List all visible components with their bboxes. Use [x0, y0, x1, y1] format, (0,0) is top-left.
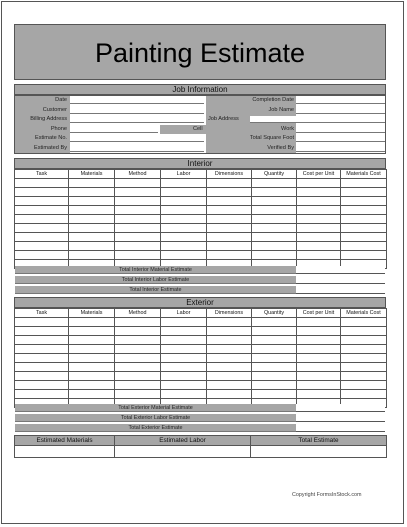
exterior-total-estimate-field[interactable]	[296, 424, 385, 432]
work-field[interactable]	[296, 126, 385, 133]
interior-total-estimate-label: Total Interior Estimate	[15, 286, 296, 294]
exterior-table-cell[interactable]	[297, 372, 341, 381]
estimate-no-field[interactable]	[70, 135, 204, 142]
interior-table-cell[interactable]	[252, 206, 297, 215]
exterior-table-cell[interactable]	[297, 363, 341, 372]
exterior-table-cell[interactable]	[15, 363, 69, 372]
interior-table-cell[interactable]	[115, 206, 161, 215]
exterior-table-cell[interactable]	[161, 336, 207, 345]
exterior-table-cell[interactable]	[252, 363, 297, 372]
interior-table-cell[interactable]	[252, 188, 297, 197]
exterior-table-cell[interactable]	[15, 336, 69, 345]
interior-table-row	[15, 206, 387, 215]
exterior-table-cell[interactable]	[161, 372, 207, 381]
interior-table-cell[interactable]	[161, 224, 207, 233]
interior-table-cell[interactable]	[341, 179, 387, 188]
exterior-table-cell[interactable]	[69, 390, 115, 399]
exterior-table-cell[interactable]	[115, 363, 161, 372]
exterior-table-cell[interactable]	[69, 327, 115, 336]
interior-table-cell[interactable]	[297, 233, 341, 242]
interior-total-estimate-field[interactable]	[296, 286, 385, 294]
exterior-col-materials: Materials	[69, 309, 115, 318]
interior-col-method: Method	[115, 170, 161, 179]
exterior-labor-estimate-field[interactable]	[296, 414, 385, 422]
interior-table-cell[interactable]	[115, 233, 161, 242]
interior-table-cell[interactable]	[341, 242, 387, 251]
exterior-table-row	[15, 318, 387, 327]
exterior-table-cell[interactable]	[115, 354, 161, 363]
exterior-table	[14, 308, 387, 408]
totals-header-row	[15, 436, 387, 446]
interior-table-cell[interactable]	[161, 197, 207, 206]
completion-date-field[interactable]	[296, 97, 385, 104]
interior-table-cell[interactable]	[252, 197, 297, 206]
exterior-table-cell[interactable]	[15, 354, 69, 363]
work-label: Work	[281, 126, 294, 132]
exterior-table-cell[interactable]	[341, 390, 387, 399]
interior-table-cell[interactable]	[252, 224, 297, 233]
interior-col-cost-per-unit: Cost per Unit	[297, 170, 341, 179]
exterior-material-estimate-field[interactable]	[296, 404, 385, 412]
exterior-table-row	[15, 336, 387, 345]
exterior-table-cell[interactable]	[115, 336, 161, 345]
interior-table-row	[15, 215, 387, 224]
exterior-table-cell[interactable]	[161, 318, 207, 327]
exterior-table-cell[interactable]	[15, 372, 69, 381]
exterior-table-cell[interactable]	[161, 363, 207, 372]
exterior-table-cell[interactable]	[341, 363, 387, 372]
exterior-table-cell[interactable]	[252, 372, 297, 381]
exterior-table-cell[interactable]	[297, 381, 341, 390]
exterior-table-cell[interactable]	[161, 381, 207, 390]
interior-col-dimensions: Dimensions	[207, 170, 252, 179]
interior-table-cell[interactable]	[161, 179, 207, 188]
job-address-field[interactable]	[250, 116, 385, 123]
interior-table-cell[interactable]	[69, 224, 115, 233]
interior-table-cell[interactable]	[15, 206, 69, 215]
interior-table-cell[interactable]	[69, 206, 115, 215]
job-address-label: Job Address	[208, 116, 239, 122]
interior-table-cell[interactable]	[341, 197, 387, 206]
interior-table-cell[interactable]	[161, 251, 207, 260]
exterior-table-cell[interactable]	[15, 345, 69, 354]
exterior-table-cell[interactable]	[252, 381, 297, 390]
total-square-foot-label: Total Square Foot	[249, 135, 294, 141]
exterior-material-estimate-label: Total Exterior Material Estimate	[15, 404, 296, 412]
interior-table-cell[interactable]	[161, 206, 207, 215]
exterior-table-cell[interactable]	[341, 336, 387, 345]
interior-table-row	[15, 188, 387, 197]
interior-table-cell[interactable]	[115, 242, 161, 251]
exterior-table-cell[interactable]	[252, 318, 297, 327]
exterior-table-cell[interactable]	[15, 318, 69, 327]
exterior-col-method: Method	[115, 309, 161, 318]
interior-table-cell[interactable]	[161, 233, 207, 242]
interior-table-cell[interactable]	[69, 197, 115, 206]
exterior-table-cell[interactable]	[161, 354, 207, 363]
interior-table-cell[interactable]	[207, 251, 252, 260]
exterior-col-task: Task	[15, 309, 69, 318]
completion-date-label: Completion Date	[252, 97, 294, 103]
job-name-field[interactable]	[296, 107, 385, 114]
interior-table-cell[interactable]	[207, 206, 252, 215]
interior-table-cell[interactable]	[207, 179, 252, 188]
exterior-col-cost-per-unit: Cost per Unit	[297, 309, 341, 318]
total-square-foot-field[interactable]	[296, 135, 385, 142]
interior-table-cell[interactable]	[69, 233, 115, 242]
exterior-table-cell[interactable]	[341, 381, 387, 390]
interior-table-cell[interactable]	[341, 188, 387, 197]
interior-table-cell[interactable]	[341, 206, 387, 215]
cell-label: Cell	[193, 126, 203, 132]
interior-material-estimate-label: Total Interior Material Estimate	[15, 266, 296, 274]
interior-table-cell[interactable]	[161, 188, 207, 197]
exterior-table-cell[interactable]	[15, 327, 69, 336]
exterior-labor-estimate-label: Total Exterior Labor Estimate	[15, 414, 296, 422]
exterior-table-cell[interactable]	[161, 390, 207, 399]
interior-table-cell[interactable]	[161, 242, 207, 251]
estimated-materials-field[interactable]	[15, 446, 115, 458]
estimated-by-label: Estimated By	[34, 145, 67, 151]
exterior-table-cell[interactable]	[207, 345, 252, 354]
interior-col-labor: Labor	[161, 170, 207, 179]
exterior-table-row	[15, 354, 387, 363]
exterior-table-cell[interactable]	[207, 381, 252, 390]
interior-labor-estimate-label: Total Interior Labor Estimate	[15, 276, 296, 284]
exterior-table-cell[interactable]	[297, 345, 341, 354]
exterior-table-cell[interactable]	[207, 390, 252, 399]
exterior-table-row	[15, 381, 387, 390]
customer-label: Customer	[42, 107, 67, 113]
exterior-table-cell[interactable]	[252, 336, 297, 345]
exterior-table-row	[15, 363, 387, 372]
interior-col-materials-cost: Materials Cost	[341, 170, 387, 179]
interior-table-cell[interactable]	[252, 215, 297, 224]
exterior-table-cell[interactable]	[69, 363, 115, 372]
interior-table-cell[interactable]	[69, 179, 115, 188]
interior-table-cell[interactable]	[15, 197, 69, 206]
interior-table-cell[interactable]	[207, 197, 252, 206]
exterior-table-cell[interactable]	[297, 354, 341, 363]
exterior-table-cell[interactable]	[207, 363, 252, 372]
interior-table-cell[interactable]	[207, 242, 252, 251]
exterior-table-cell[interactable]	[69, 372, 115, 381]
interior-table-cell[interactable]	[252, 242, 297, 251]
interior-table-cell[interactable]	[297, 215, 341, 224]
interior-table-cell[interactable]	[341, 233, 387, 242]
exterior-table-cell[interactable]	[341, 345, 387, 354]
interior-header-row	[15, 170, 387, 179]
exterior-table-cell[interactable]	[69, 336, 115, 345]
interior-table-row	[15, 242, 387, 251]
exterior-table-cell[interactable]	[297, 390, 341, 399]
exterior-table-cell[interactable]	[252, 327, 297, 336]
exterior-table-row	[15, 372, 387, 381]
estimated-by-field[interactable]	[70, 145, 204, 152]
interior-labor-estimate-field[interactable]	[296, 276, 385, 284]
interior-table-cell[interactable]	[297, 206, 341, 215]
exterior-table-cell[interactable]	[252, 390, 297, 399]
exterior-col-labor: Labor	[161, 309, 207, 318]
exterior-table-cell[interactable]	[341, 318, 387, 327]
interior-table	[14, 169, 387, 269]
estimated-labor-field[interactable]	[115, 446, 251, 458]
exterior-table-cell[interactable]	[115, 327, 161, 336]
page-title: Painting Estimate	[14, 24, 386, 80]
exterior-table-cell[interactable]	[161, 327, 207, 336]
exterior-table-cell[interactable]	[252, 354, 297, 363]
exterior-table-cell[interactable]	[341, 327, 387, 336]
exterior-table-cell[interactable]	[115, 381, 161, 390]
exterior-table-cell[interactable]	[341, 354, 387, 363]
total-estimate-label: Total Estimate	[251, 436, 387, 446]
interior-table-cell[interactable]	[252, 179, 297, 188]
exterior-table-cell[interactable]	[115, 390, 161, 399]
exterior-table-cell[interactable]	[297, 327, 341, 336]
interior-table-cell[interactable]	[297, 224, 341, 233]
interior-table-row	[15, 224, 387, 233]
interior-table-cell[interactable]	[207, 233, 252, 242]
interior-col-materials: Materials	[69, 170, 115, 179]
interior-table-row	[15, 179, 387, 188]
billing-address-field[interactable]	[70, 116, 204, 123]
interior-table-cell[interactable]	[115, 188, 161, 197]
estimated-materials-label: Estimated Materials	[15, 436, 115, 446]
exterior-col-materials-cost: Materials Cost	[341, 309, 387, 318]
exterior-table-cell[interactable]	[69, 345, 115, 354]
exterior-table-cell[interactable]	[69, 318, 115, 327]
interior-table-cell[interactable]	[69, 242, 115, 251]
total-estimate-field[interactable]	[251, 446, 387, 458]
interior-table-cell[interactable]	[69, 188, 115, 197]
exterior-header-row	[15, 309, 387, 318]
exterior-table-cell[interactable]	[115, 372, 161, 381]
exterior-table-cell[interactable]	[69, 381, 115, 390]
interior-table-cell[interactable]	[15, 224, 69, 233]
totals-table	[14, 435, 387, 458]
interior-table-cell[interactable]	[15, 233, 69, 242]
interior-col-quantity: Quantity	[252, 170, 297, 179]
phone-field[interactable]	[70, 126, 158, 133]
customer-field[interactable]	[70, 107, 204, 114]
exterior-table-cell[interactable]	[207, 327, 252, 336]
interior-table-cell[interactable]	[297, 179, 341, 188]
exterior-table-cell[interactable]	[297, 318, 341, 327]
interior-table-cell[interactable]	[15, 179, 69, 188]
job-name-label: Job Name	[268, 107, 294, 113]
interior-table-cell[interactable]	[207, 215, 252, 224]
exterior-total-estimate-label: Total Exterior Estimate	[15, 424, 296, 432]
interior-table-cell[interactable]	[115, 197, 161, 206]
phone-label: Phone	[50, 126, 67, 132]
interior-table-cell[interactable]	[297, 197, 341, 206]
interior-table-cell[interactable]	[15, 242, 69, 251]
interior-table-cell[interactable]	[115, 179, 161, 188]
exterior-table-row	[15, 345, 387, 354]
billing-address-label: Billing Address	[30, 116, 67, 122]
verified-by-label: Verified By	[267, 145, 294, 151]
interior-rows	[15, 179, 387, 269]
exterior-table-cell[interactable]	[115, 345, 161, 354]
exterior-table-cell[interactable]	[69, 354, 115, 363]
interior-header: Interior	[14, 158, 386, 169]
exterior-col-dimensions: Dimensions	[207, 309, 252, 318]
exterior-table-cell[interactable]	[207, 372, 252, 381]
exterior-table-cell[interactable]	[341, 372, 387, 381]
interior-table-row	[15, 197, 387, 206]
exterior-table-row	[15, 327, 387, 336]
interior-table-cell[interactable]	[341, 215, 387, 224]
interior-table-cell[interactable]	[341, 224, 387, 233]
exterior-table-cell[interactable]	[297, 336, 341, 345]
date-label: Date	[55, 97, 67, 103]
verified-by-field[interactable]	[296, 145, 385, 152]
interior-table-cell[interactable]	[115, 224, 161, 233]
interior-table-row	[15, 251, 387, 260]
interior-table-cell[interactable]	[297, 251, 341, 260]
interior-table-row	[15, 233, 387, 242]
interior-material-estimate-field[interactable]	[296, 266, 385, 274]
interior-table-cell[interactable]	[252, 251, 297, 260]
interior-table-cell[interactable]	[15, 251, 69, 260]
copyright-footer: Copyright FormsInStock.com	[292, 492, 362, 498]
exterior-col-quantity: Quantity	[252, 309, 297, 318]
interior-table-cell[interactable]	[69, 215, 115, 224]
interior-table-cell[interactable]	[341, 251, 387, 260]
interior-table-cell[interactable]	[297, 242, 341, 251]
interior-table-cell[interactable]	[207, 188, 252, 197]
exterior-table-cell[interactable]	[115, 318, 161, 327]
interior-table-cell[interactable]	[115, 251, 161, 260]
exterior-rows	[15, 318, 387, 408]
exterior-table-cell[interactable]	[207, 336, 252, 345]
estimated-labor-label: Estimated Labor	[115, 436, 251, 446]
interior-table-cell[interactable]	[161, 215, 207, 224]
interior-table-cell[interactable]	[252, 233, 297, 242]
interior-table-cell[interactable]	[15, 215, 69, 224]
exterior-table-cell[interactable]	[252, 345, 297, 354]
exterior-table-cell[interactable]	[207, 354, 252, 363]
exterior-table-cell[interactable]	[161, 345, 207, 354]
exterior-header: Exterior	[14, 297, 386, 308]
interior-table-cell[interactable]	[15, 188, 69, 197]
exterior-table-cell[interactable]	[207, 318, 252, 327]
exterior-table-cell[interactable]	[15, 390, 69, 399]
interior-table-cell[interactable]	[297, 188, 341, 197]
totals-value-row	[15, 446, 387, 458]
job-information-header: Job Information	[14, 84, 386, 95]
interior-col-task: Task	[15, 170, 69, 179]
interior-table-cell[interactable]	[207, 224, 252, 233]
interior-table-cell[interactable]	[69, 251, 115, 260]
exterior-table-row	[15, 390, 387, 399]
estimate-no-label: Estimate No.	[34, 135, 67, 141]
date-field[interactable]	[70, 97, 204, 104]
interior-table-cell[interactable]	[115, 215, 161, 224]
exterior-table-cell[interactable]	[15, 381, 69, 390]
